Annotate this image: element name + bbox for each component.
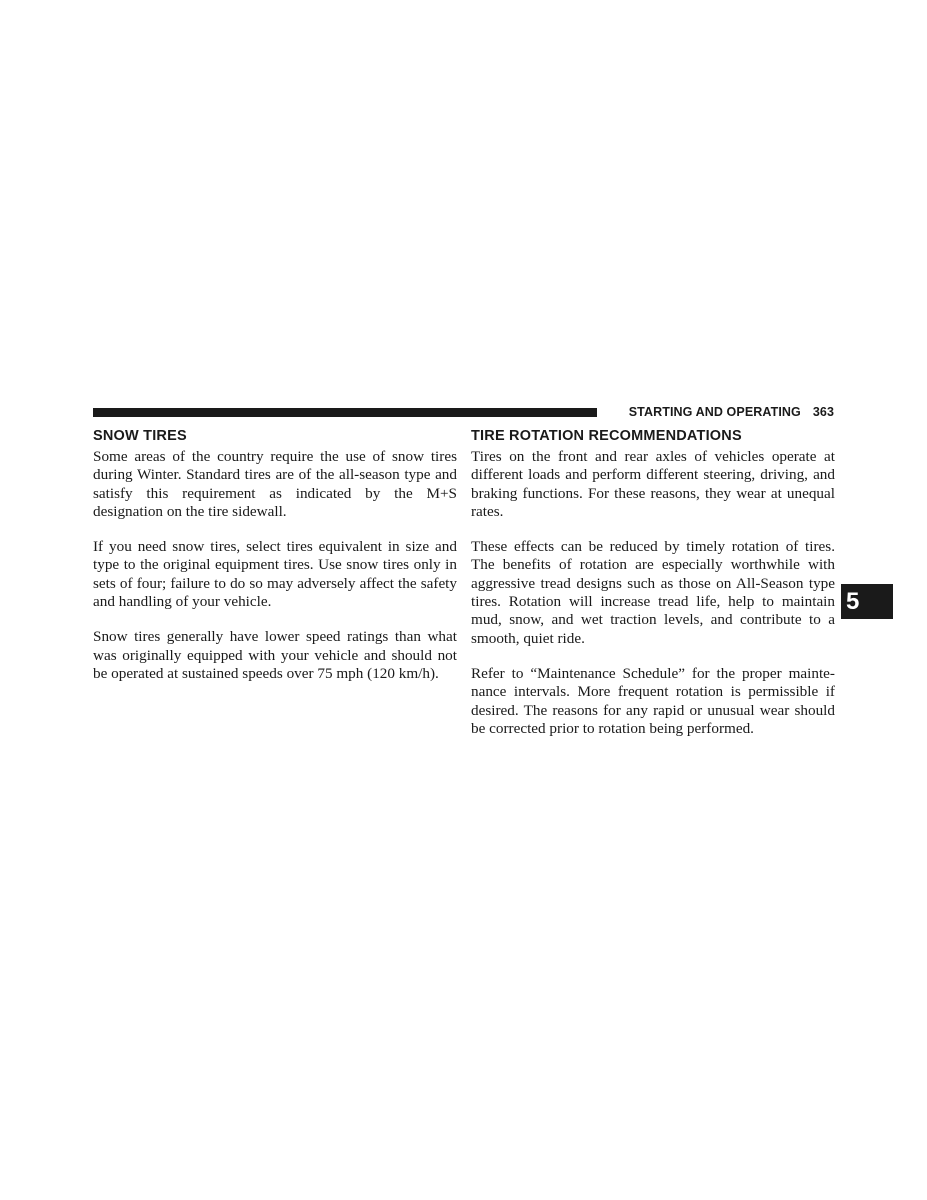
header-rule — [93, 408, 597, 417]
paragraph: Some areas of the country require the use of snow tires during Winter. Standard tires are of the all-season type and satisfy this requirement as indicated by the M+S designation on the tire sidewall. — [93, 448, 457, 520]
paragraph: If you need snow tires, select tires equivalent in size and type to the original equipment tires. Use snow tires only in sets of four; failure to do so may adversely affect the safety and handling of your vehicle. — [93, 538, 457, 611]
page-number: 363 — [812, 405, 834, 419]
paragraph: Snow tires generally have lower speed ratings than what was originally equipped with your vehicle and should not be operated at sustained speeds over 75 mph (120 km/h). — [93, 628, 457, 682]
right-column — [471, 426, 835, 755]
chapter-tab: 5 — [841, 584, 893, 619]
left-column — [93, 426, 457, 700]
running-header — [629, 405, 834, 421]
paragraph: Tires on the front and rear axles of vehicles operate at different loads and perform different steering, driving, and braking functions. For these reasons, they wear at unequal rates. — [471, 448, 835, 520]
snow-tires-heading: SNOW TIRES — [93, 428, 187, 444]
paragraph: Refer to “Maintenance Schedule” for the proper mainte-nance intervals. More frequent rotation is permissible if desired. The reasons for any rapid or unusual wear should be corrected prior to rotation being performed. — [471, 664, 835, 737]
section-title: STARTING AND OPERATING — [628, 405, 801, 419]
paragraph: These effects can be reduced by timely rotation of tires. The benefits of rotation are especially worthwhile with aggressive tread designs such as those on All-Season type tires. Rotation will increase tread life, help to maintain mud, snow, and wet traction levels, and contribute to a smooth, quiet ride. — [471, 538, 835, 647]
tire-rotation-heading: TIRE ROTATION RECOMMENDATIONS — [471, 428, 742, 444]
